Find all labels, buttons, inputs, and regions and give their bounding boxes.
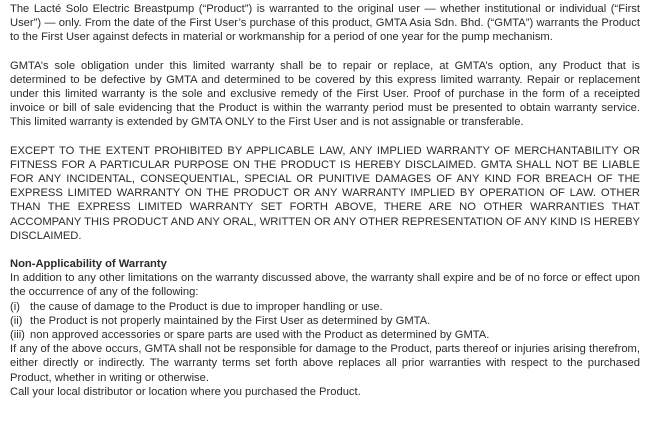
warranty-intro-paragraph: The Lacté Solo Electric Breastpump (“Product”) is warranted to the original user — whether institutional or individual (“First User”) — only. From the date of the First User’s purchase of this product, GMTA Asia Sdn. Bhd. (“GMTA”) warrants the Product to the First User against defects in material or workmanship for a period of one year for the pump mechanism.	[10, 3, 640, 44]
list-item-text: the cause of damage to the Product is due to improper handling or use.	[30, 300, 383, 313]
exclusion-list	[10, 300, 640, 343]
list-item-text: non approved accessories or spare parts are used with the Product as determined by GMTA.	[30, 329, 490, 342]
disclaimer-paragraph: EXCEPT TO THE EXTENT PROHIBITED BY APPLICABLE LAW, ANY IMPLIED WARRANTY OF MERCHANTABILITY OR FITNESS FOR A PARTICULAR PURPOSE ON THE PRODUCT IS HEREBY DISCLAIMED. GMTA SHALL NOT BE LIABLE FOR ANY INCIDENTAL, CONSEQUENTIAL, SPECIAL OR PUNITIVE DAMAGES OF ANY KIND FOR BREACH OF THE EXPRESS LIMITED WARRANTY ON THE PRODUCT OR ANY WARRANTY IMPLIED BY OPERATION OF LAW. OTHER THAN THE EXPRESS LIMITED WARRANTY SET FORTH ABOVE, THERE ARE NO OTHER WARRANTIES THAT ACCOMPANY THIS PRODUCT AND ANY ORAL, WRITTEN OR ANY OTHER REPRESENTATION OF ANY KIND IS HEREBY DISCLAIMED.	[10, 144, 640, 242]
list-marker: (iii)	[10, 329, 25, 342]
list-marker: (ii)	[10, 314, 23, 327]
obligation-paragraph: GMTA’s sole obligation under this limited warranty shall be to repair or replace, at GMTA’s option, any Product that is determined to be defective by GMTA and determined to be covered by this express limited warranty. Repair or replacement under this limited warranty is the sole and exclusive remedy of the First User. Proof of purchase in the form of a receipted invoice or bill of sale evidencing that the Product is within the warranty period must be presented to obtain warranty service. This limited warranty is extended by GMTA ONLY to the First User and is not assignable or transferable.	[10, 59, 640, 129]
consequence-paragraph: If any of the above occurs, GMTA shall not be responsible for damage to the Product, parts thereof or injuries arising therefrom, either directly or indirectly. The warranty terms set forth above replaces all prior warranties with respect to the purchased Product, whether in writing or otherwise.	[10, 343, 640, 384]
list-item	[10, 328, 640, 342]
section-heading: Non-Applicability of Warranty	[10, 258, 167, 271]
list-item	[10, 300, 640, 314]
list-item-text: the Product is not properly maintained by the First User as determined by GMTA.	[30, 314, 431, 327]
non-applicability-section	[10, 257, 640, 399]
list-item	[10, 314, 640, 328]
closing-line: Call your local distributor or location where you purchased the Product.	[10, 385, 361, 398]
warranty-document	[10, 2, 640, 399]
list-marker: (i)	[10, 300, 20, 313]
section-intro: In addition to any other limitations on the warranty discussed above, the warranty shall expire and be of no force or effect upon the occurrence of any of the following:	[10, 272, 640, 299]
